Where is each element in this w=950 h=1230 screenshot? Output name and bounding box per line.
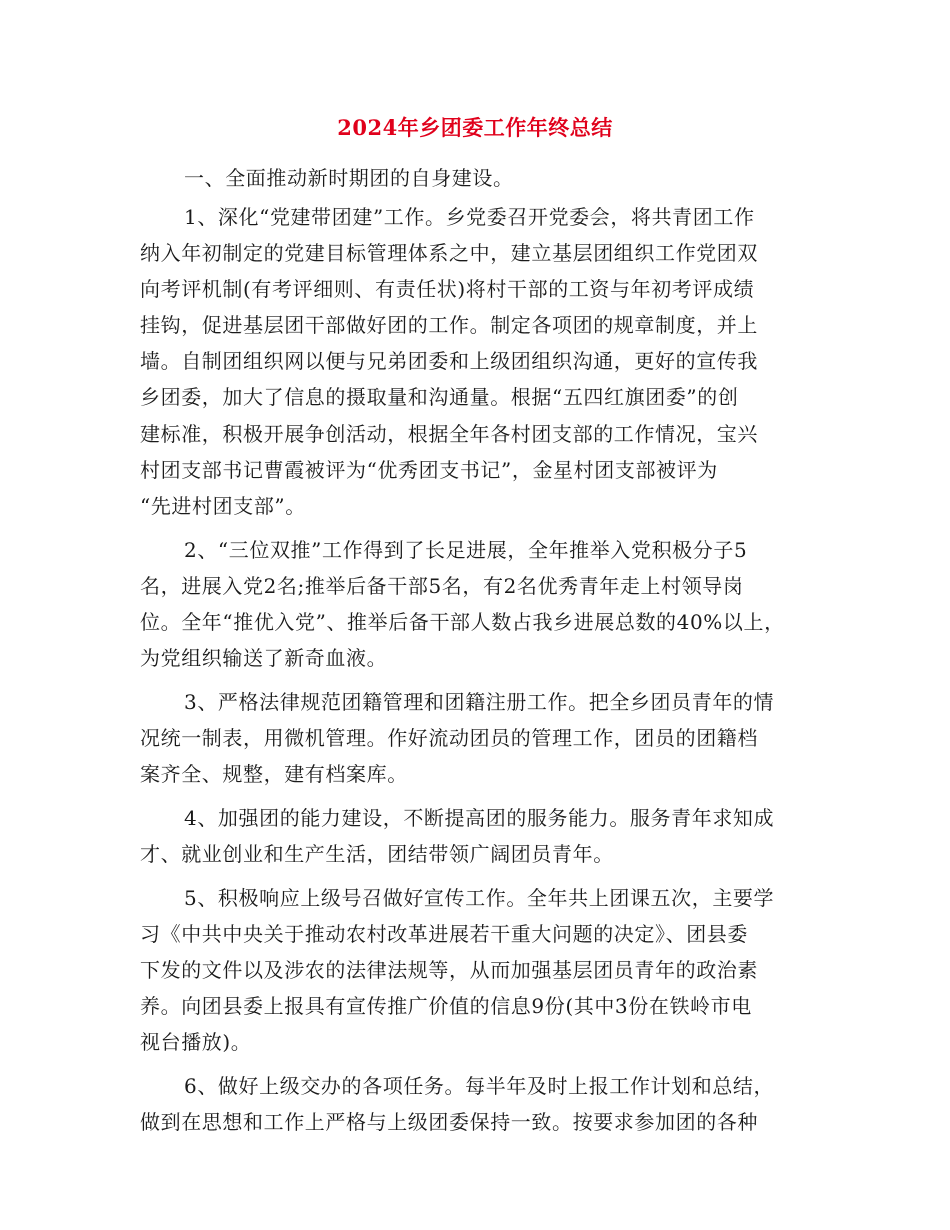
paragraph-line: 习《中共中央关于推动农村改革进展若干重大问题的决定》、团县委 [140,922,748,946]
paragraph-line: 乡团委，加大了信息的摄取量和沟通量。根据“五四红旗团委”的创 [140,385,739,409]
paragraph-line: 为党组织输送了新奇血液。 [140,646,388,670]
paragraph-line: 况统一制表，用微机管理。作好流动团员的管理工作，团员的团籍档 [140,726,758,750]
paragraph-line: 才、就业创业和生产生活，团结带领广阔团员青年。 [140,842,614,866]
paragraph-line: 视台播放)。 [140,1030,252,1054]
section-heading: 一、全面推动新时期团的自身建设。 [184,166,514,190]
paragraph-line: 墙。自制团组织网以便与兄弟团委和上级团组织沟通，更好的宣传我 [140,349,758,373]
paragraph-line: 向考评机制(有考评细则、有责任状)将村干部的工资与年初考评成绩 [140,277,755,301]
paragraph-line: 位。全年“推优入党”、推举后备干部人数占我乡进展总数的40%以上， [140,610,785,634]
document-title: 2024年乡团委工作年终总结 [337,115,613,140]
paragraph-line: 挂钩，促进基层团干部做好团的工作。制定各项团的规章制度，并上 [140,313,758,337]
paragraph-line: 2、“三位双推”工作得到了长足进展，全年推举入党积极分子5 [184,538,748,562]
paragraph-line: “先进村团支部”。 [140,494,306,518]
paragraph-line: 下发的文件以及涉农的法律法规等，从而加强基层团员青年的政治素 [140,958,758,982]
paragraph-line: 4、加强团的能力建设，不断提高团的服务能力。服务青年求知成 [184,806,775,830]
paragraph-line: 名，进展入党2名;推举后备干部5名，有2名优秀青年走上村领导岗 [140,574,744,598]
paragraph-line: 养。向团县委上报具有宣传推广价值的信息9份(其中3份在铁岭市电 [140,994,752,1018]
paragraph-line: 5、积极响应上级号召做好宣传工作。全年共上团课五次，主要学 [184,886,775,910]
paragraph-line: 做到在思想和工作上严格与上级团委保持一致。按要求参加团的各种 [140,1110,758,1134]
paragraph-line: 1、深化“党建带团建”工作。乡党委召开党委会，将共青团工作 [184,205,755,229]
paragraph-line: 3、严格法律规范团籍管理和团籍注册工作。把全乡团员青年的情 [184,690,775,714]
paragraph-line: 村团支部书记曹霞被评为“优秀团支书记”，金星村团支部被评为 [140,458,718,482]
paragraph-line: 6、做好上级交办的各项任务。每半年及时上报工作计划和总结， [184,1074,775,1098]
paragraph-line: 案齐全、规整，建有档案库。 [140,762,408,786]
paragraph-line: 纳入年初制定的党建目标管理体系之中，建立基层团组织工作党团双 [140,241,758,265]
paragraph-line: 建标准，积极开展争创活动，根据全年各村团支部的工作情况，宝兴 [140,422,758,446]
